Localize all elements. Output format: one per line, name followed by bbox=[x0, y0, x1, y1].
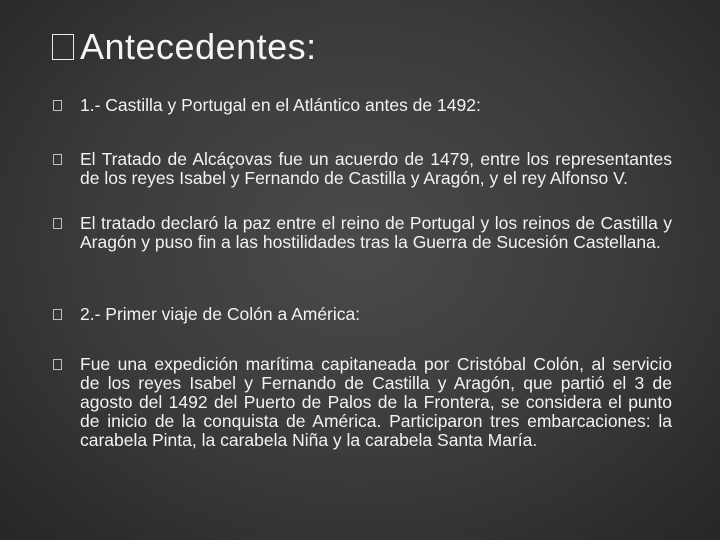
bullet-text: El tratado declaró la paz entre el reino de Portugal y los reinos de Castilla y Aragón y puso fin a las hostilidades tras la Guerra de Sucesión Castellana. bbox=[80, 213, 672, 252]
bullet-icon bbox=[52, 214, 80, 226]
bullet-icon bbox=[52, 355, 80, 367]
bullet-icon bbox=[52, 96, 80, 108]
bullet-text: El Tratado de Alcáçovas fue un acuerdo de 1479, entre los representantes de los reyes Isabel y Fernando de Castilla y Aragón, y el rey Alfonso V. bbox=[80, 149, 672, 188]
bullet-item bbox=[52, 305, 672, 324]
bullet-icon bbox=[52, 305, 80, 317]
bullet-item bbox=[52, 150, 672, 188]
bullet-item bbox=[52, 355, 672, 450]
bullet-text: Fue una expedición marítima capitaneada por Cristóbal Colón, al servicio de los reyes Isabel y Fernando de Castilla y Aragón, que partió el 3 de agosto del 1492 del Puerto de Palos de la Frontera, se considera el punto de inicio de la conquista de América. Participaron tres embarcaciones: la carabela Pinta, la carabela Niña y la carabela Santa María. bbox=[80, 354, 672, 450]
title-bullet-icon bbox=[52, 34, 74, 60]
slide-title: Antecedentes: bbox=[80, 26, 317, 67]
bullet-text: 1.- Castilla y Portugal en el Atlántico antes de 1492: bbox=[80, 95, 481, 115]
bullet-icon bbox=[52, 150, 80, 162]
bullet-text: 2.- Primer viaje de Colón a América: bbox=[80, 304, 361, 324]
title-row bbox=[52, 26, 317, 68]
bullet-item bbox=[52, 214, 672, 252]
bullet-item bbox=[52, 96, 672, 115]
